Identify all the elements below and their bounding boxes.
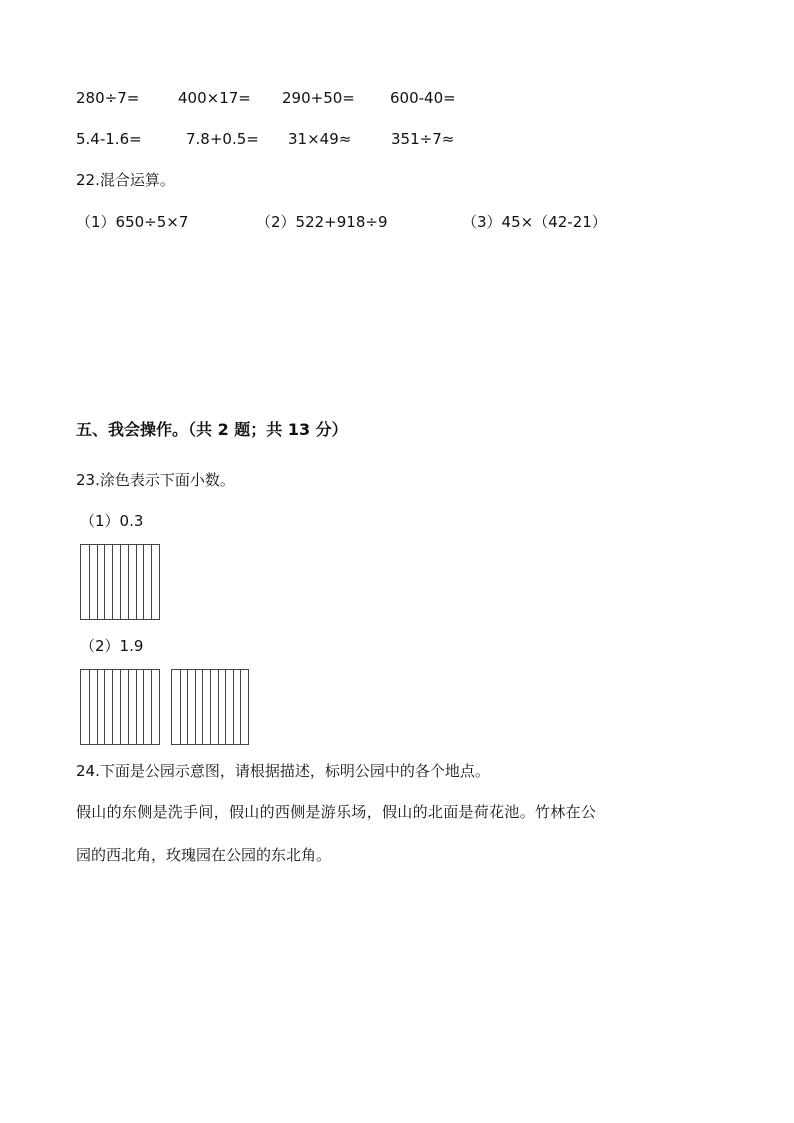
question-23-part2-label: （2）1.9 — [80, 637, 144, 655]
decimal-strip-grid[interactable] — [171, 669, 249, 745]
grid-strip-divider — [233, 670, 234, 744]
question-24-description: 园的西北角，玫瑰园在公园的东北角。 — [76, 846, 332, 864]
grid-strip-divider — [112, 670, 113, 744]
grid-strip-divider — [136, 545, 137, 619]
grid-strip-divider — [180, 670, 181, 744]
grid-strip-divider — [128, 670, 129, 744]
question-22-item: （3）45×（42-21） — [462, 213, 607, 231]
question-22-title: 22.混合运算。 — [76, 171, 175, 189]
calc-item: 290+50= — [282, 89, 355, 107]
question-24-title: 24.下面是公园示意图，请根据描述，标明公园中的各个地点。 — [76, 762, 490, 780]
calc-item: 7.8+0.5= — [186, 130, 259, 148]
grid-strip-divider — [120, 545, 121, 619]
grid-strip-divider — [187, 670, 188, 744]
grid-strip-divider — [128, 545, 129, 619]
section-heading: 五、我会操作。（共 2 题；共 13 分） — [76, 420, 348, 439]
grid-strip-divider — [240, 670, 241, 744]
grid-strip-divider — [120, 670, 121, 744]
grid-strip-divider — [195, 670, 196, 744]
calc-item: 280÷7= — [76, 89, 140, 107]
grid-strip-divider — [89, 545, 90, 619]
calc-item: 5.4-1.6= — [76, 130, 142, 148]
question-23-part1-label: （1）0.3 — [80, 512, 144, 530]
decimal-strip-grid[interactable] — [80, 544, 160, 620]
calc-item: 31×49≈ — [288, 130, 352, 148]
grid-strip-divider — [112, 545, 113, 619]
grid-strip-divider — [104, 545, 105, 619]
grid-strip-divider — [143, 670, 144, 744]
grid-strip-divider — [136, 670, 137, 744]
grid-strip-divider — [151, 545, 152, 619]
grid-strip-divider — [143, 545, 144, 619]
question-24-description: 假山的东侧是洗手间，假山的西侧是游乐场，假山的北面是荷花池。竹林在公 — [76, 803, 597, 821]
calc-item: 351÷7≈ — [391, 130, 455, 148]
grid-strip-divider — [104, 670, 105, 744]
question-22-item: （1）650÷5×7 — [76, 213, 189, 231]
grid-strip-divider — [218, 670, 219, 744]
question-22-item: （2）522+918÷9 — [256, 213, 388, 231]
grid-strip-divider — [202, 670, 203, 744]
grid-strip-divider — [210, 670, 211, 744]
calc-item: 400×17= — [178, 89, 251, 107]
grid-strip-divider — [151, 670, 152, 744]
grid-strip-divider — [89, 670, 90, 744]
question-23-title: 23.涂色表示下面小数。 — [76, 471, 235, 489]
decimal-strip-grid[interactable] — [80, 669, 160, 745]
grid-strip-divider — [97, 545, 98, 619]
grid-strip-divider — [97, 670, 98, 744]
calc-item: 600-40= — [390, 89, 456, 107]
grid-strip-divider — [225, 670, 226, 744]
